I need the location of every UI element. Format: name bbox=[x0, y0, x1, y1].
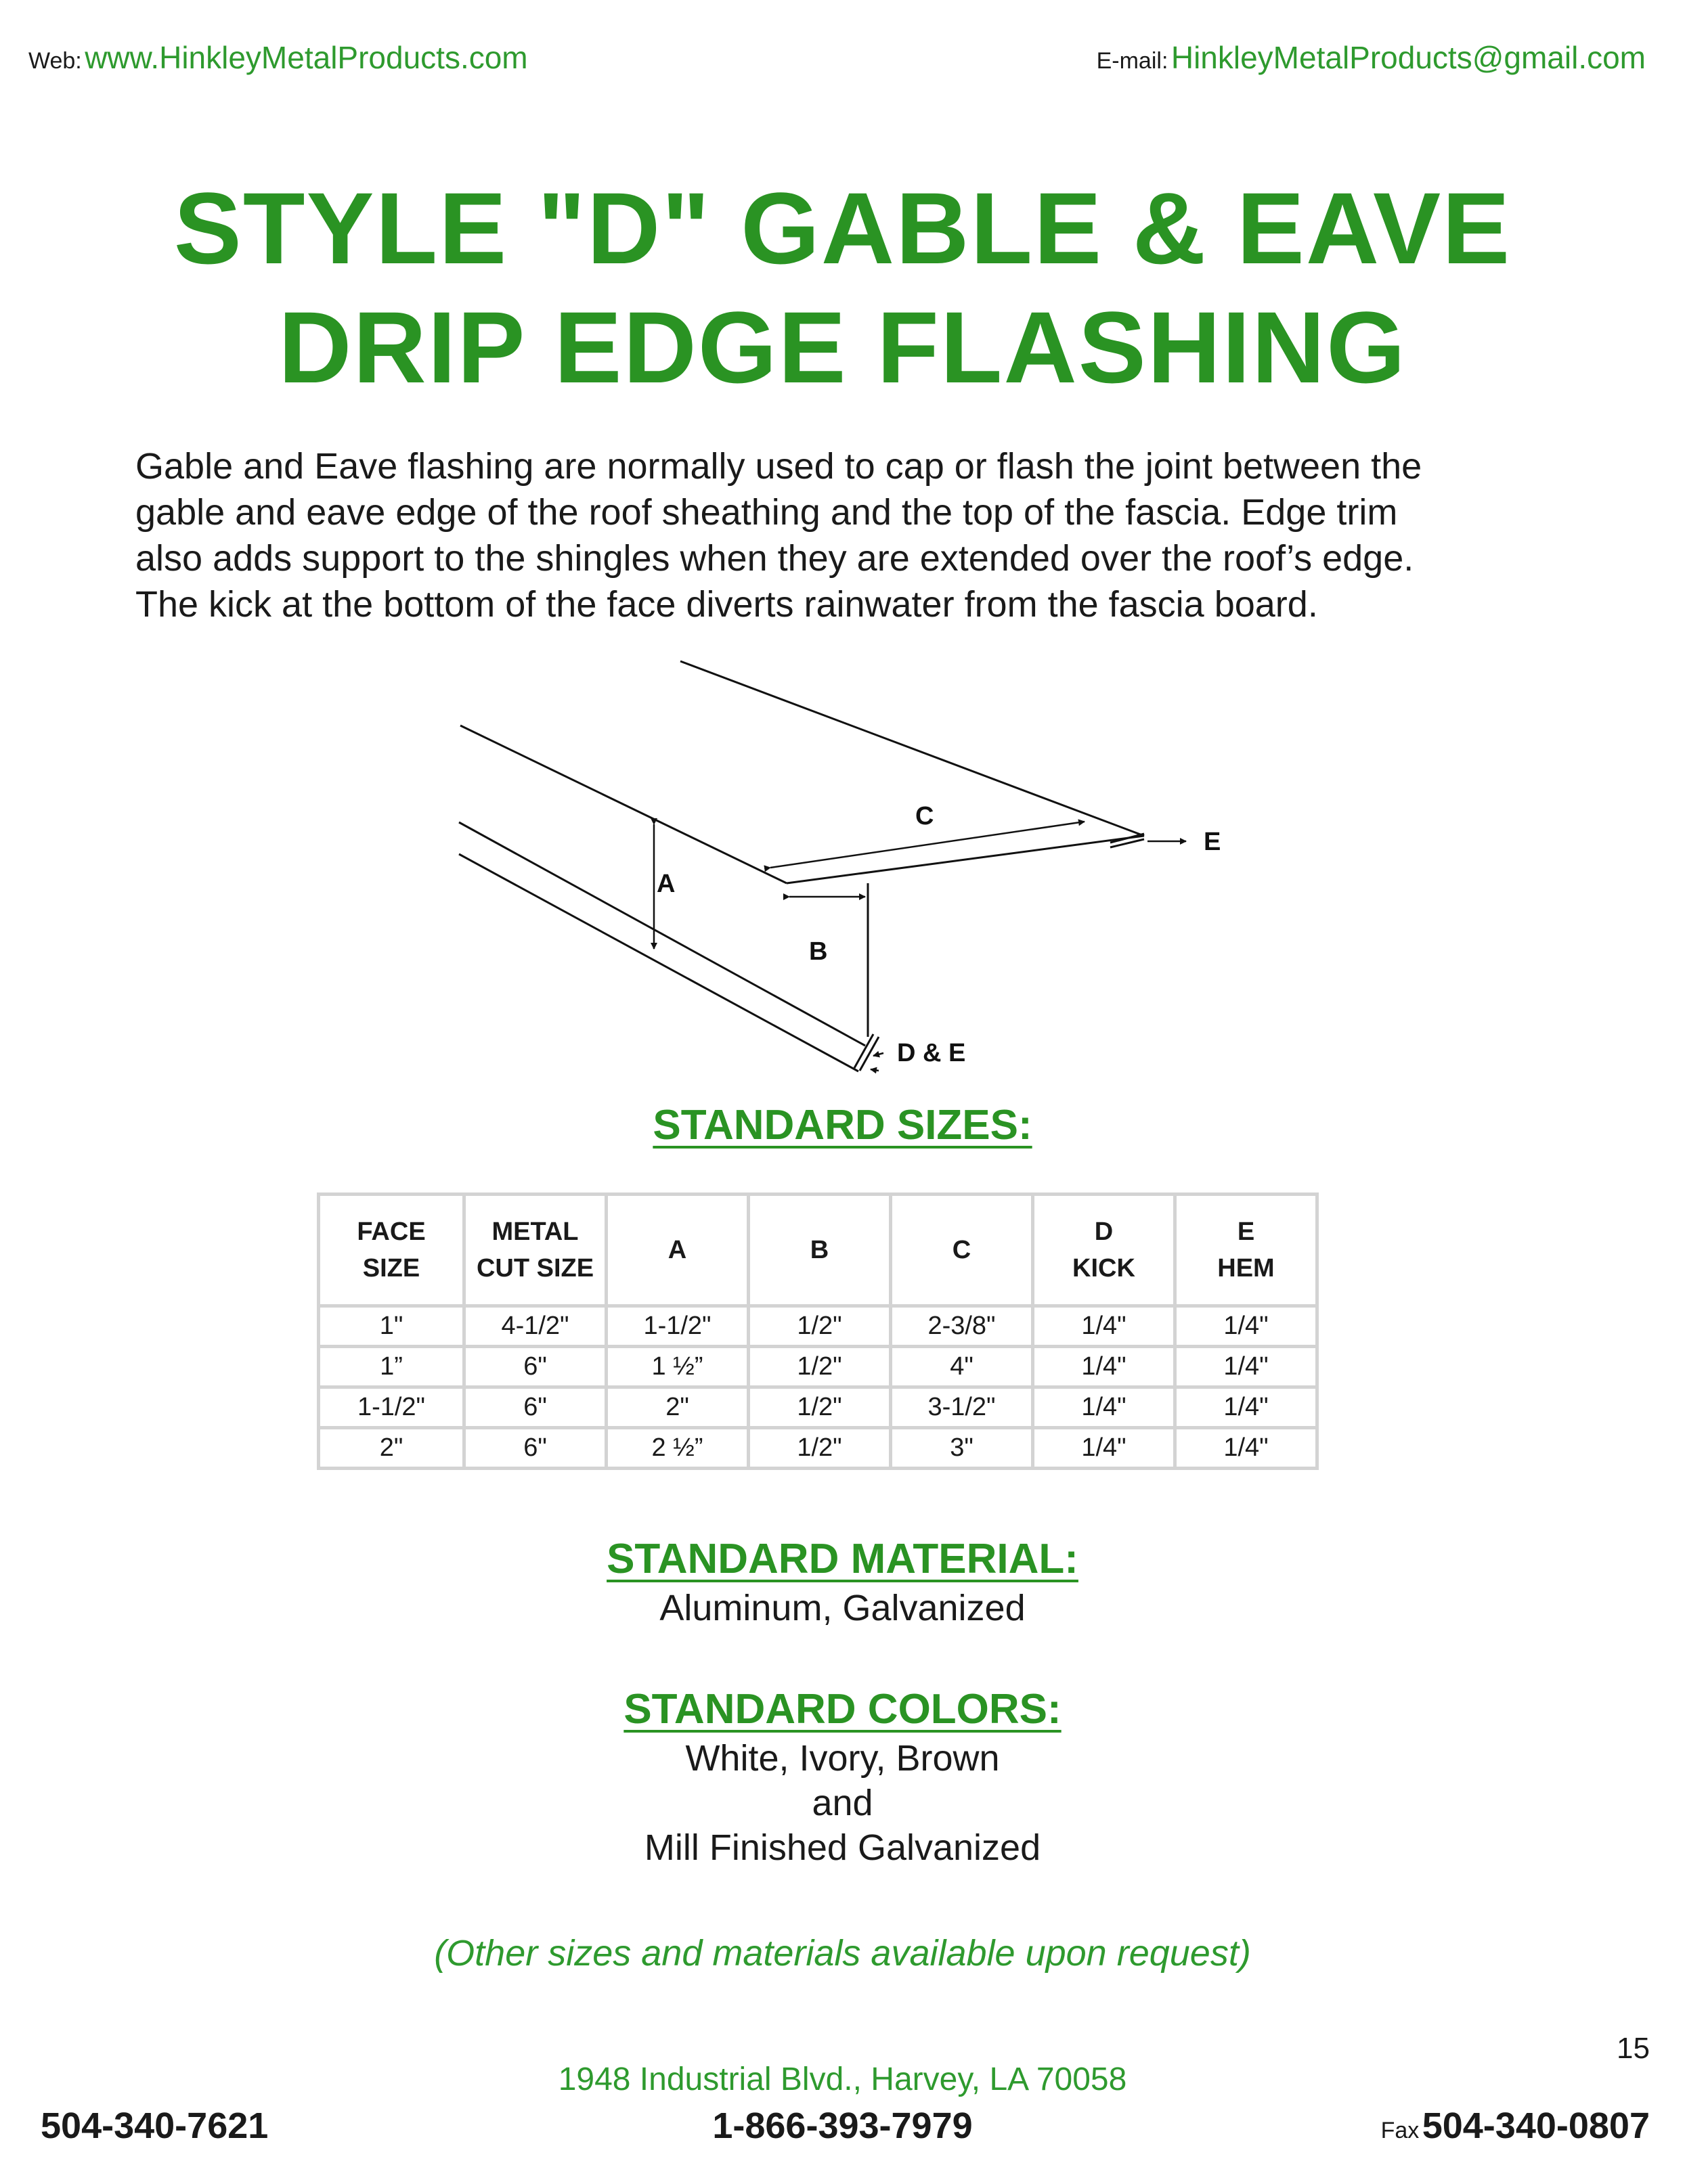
table-cell: 2" bbox=[319, 1428, 464, 1469]
header-text: SIZE bbox=[362, 1254, 420, 1283]
table-cell: 6" bbox=[464, 1347, 607, 1387]
colors-line: and bbox=[812, 1783, 873, 1823]
availability-footnote: (Other sizes and materials available upon request) bbox=[434, 1933, 1251, 1974]
table-row bbox=[319, 1428, 1317, 1469]
table-header-row bbox=[319, 1195, 1317, 1306]
flange-upper-back bbox=[460, 726, 787, 883]
email-link[interactable]: HinkleyMetalProducts@gmail.com bbox=[1170, 40, 1646, 75]
header-text: C bbox=[952, 1236, 971, 1264]
label-b: B bbox=[809, 937, 828, 966]
table-cell: 1/4" bbox=[1175, 1347, 1317, 1387]
header-text: A bbox=[668, 1236, 687, 1264]
header-text: E bbox=[1237, 1218, 1255, 1246]
header-c bbox=[891, 1195, 1033, 1306]
standard-material-text: Aluminum, Galvanized bbox=[659, 1588, 1026, 1628]
table-cell: 1” bbox=[319, 1347, 464, 1387]
table-cell: 4" bbox=[891, 1347, 1033, 1387]
standard-colors-text bbox=[0, 1736, 1685, 1870]
standard-colors-heading: STANDARD COLORS: bbox=[623, 1686, 1062, 1733]
fax-block bbox=[1381, 2105, 1650, 2147]
standard-sizes-heading: STANDARD SIZES: bbox=[653, 1102, 1032, 1149]
table-cell: 1/2" bbox=[749, 1428, 891, 1469]
standard-material-heading: STANDARD MATERIAL: bbox=[607, 1536, 1078, 1582]
toll-free-number: 1-866-393-7979 bbox=[712, 2105, 973, 2146]
intro-line: also adds support to the shingles when they are extended over the roof’s edge. bbox=[135, 538, 1414, 579]
phone-number: 504-340-7621 bbox=[41, 2105, 269, 2146]
colors-line: Mill Finished Galvanized bbox=[644, 1827, 1041, 1868]
header-text: HEM bbox=[1217, 1254, 1275, 1283]
table-cell: 4-1/2" bbox=[464, 1306, 607, 1347]
table-row bbox=[319, 1387, 1317, 1428]
header-b bbox=[749, 1195, 891, 1306]
table-row bbox=[319, 1306, 1317, 1347]
table-cell: 1/4" bbox=[1033, 1387, 1175, 1428]
label-d-and-e: D & E bbox=[897, 1039, 966, 1067]
table-cell: 2-3/8" bbox=[891, 1306, 1033, 1347]
table-cell: 3" bbox=[891, 1428, 1033, 1469]
table-cell: 6" bbox=[464, 1387, 607, 1428]
page-title-line2: DRIP EDGE FLASHING bbox=[278, 290, 1407, 404]
table-cell: 1/4" bbox=[1033, 1428, 1175, 1469]
table-cell: 1-1/2" bbox=[607, 1306, 749, 1347]
table-cell: 1 ½” bbox=[607, 1347, 749, 1387]
intro-line: The kick at the bottom of the face diverts rainwater from the fascia board. bbox=[135, 584, 1318, 625]
header-metal-cut-size bbox=[464, 1195, 607, 1306]
email-label: E-mail: bbox=[1096, 48, 1168, 74]
standard-sizes-table bbox=[317, 1193, 1319, 1470]
address: 1948 Industrial Blvd., Harvey, LA 70058 bbox=[558, 2062, 1127, 2097]
face-upper-line bbox=[459, 822, 865, 1046]
table-cell: 3-1/2" bbox=[891, 1387, 1033, 1428]
table-cell: 1-1/2" bbox=[319, 1387, 464, 1428]
fax-number: 504-340-0807 bbox=[1422, 2105, 1650, 2146]
table-cell: 6" bbox=[464, 1428, 607, 1469]
table-cell: 1/4" bbox=[1175, 1428, 1317, 1469]
header-text: D bbox=[1094, 1218, 1114, 1246]
header-face-size bbox=[319, 1195, 464, 1306]
intro-line: Gable and Eave flashing are normally used to cap or flash the joint between the bbox=[135, 446, 1422, 487]
header-text: FACE bbox=[357, 1218, 426, 1246]
page-number: 15 bbox=[1617, 2032, 1650, 2065]
page-title-line1: STYLE "D" GABLE & EAVE bbox=[173, 171, 1512, 285]
web-label: Web: bbox=[28, 48, 82, 74]
table-cell: 1/2" bbox=[749, 1387, 891, 1428]
header-text: METAL bbox=[491, 1218, 579, 1246]
fax-label: Fax bbox=[1380, 2118, 1420, 2143]
intro-line: gable and eave edge of the roof sheathing and the top of the fascia. Edge trim bbox=[135, 492, 1398, 533]
label-e: E bbox=[1204, 828, 1221, 856]
table-cell: 1" bbox=[319, 1306, 464, 1347]
colors-line: White, Ivory, Brown bbox=[685, 1738, 1000, 1779]
dimension-de-arrow bbox=[871, 1069, 879, 1071]
table-cell: 2 ½” bbox=[607, 1428, 749, 1469]
header-e-hem bbox=[1175, 1195, 1317, 1306]
label-a: A bbox=[657, 870, 676, 898]
dimension-de-arrow bbox=[873, 1053, 883, 1056]
table-cell: 1/4" bbox=[1175, 1306, 1317, 1347]
flange-top-edge bbox=[680, 661, 1144, 836]
header-d-kick bbox=[1033, 1195, 1175, 1306]
header-text: KICK bbox=[1072, 1254, 1135, 1283]
table-cell: 1/4" bbox=[1033, 1347, 1175, 1387]
flange-fold-line bbox=[787, 836, 1144, 883]
table-cell: 1/2" bbox=[749, 1306, 891, 1347]
label-c: C bbox=[915, 802, 934, 830]
table-cell: 1/4" bbox=[1175, 1387, 1317, 1428]
table-cell: 1/2" bbox=[749, 1347, 891, 1387]
header-text: B bbox=[810, 1236, 829, 1264]
table-cell: 2" bbox=[607, 1387, 749, 1428]
table-cell: 1/4" bbox=[1033, 1306, 1175, 1347]
web-url-link[interactable]: www.HinkleyMetalProducts.com bbox=[85, 40, 528, 75]
header-a bbox=[607, 1195, 749, 1306]
table-row bbox=[319, 1347, 1317, 1387]
header-text: CUT SIZE bbox=[476, 1254, 594, 1283]
